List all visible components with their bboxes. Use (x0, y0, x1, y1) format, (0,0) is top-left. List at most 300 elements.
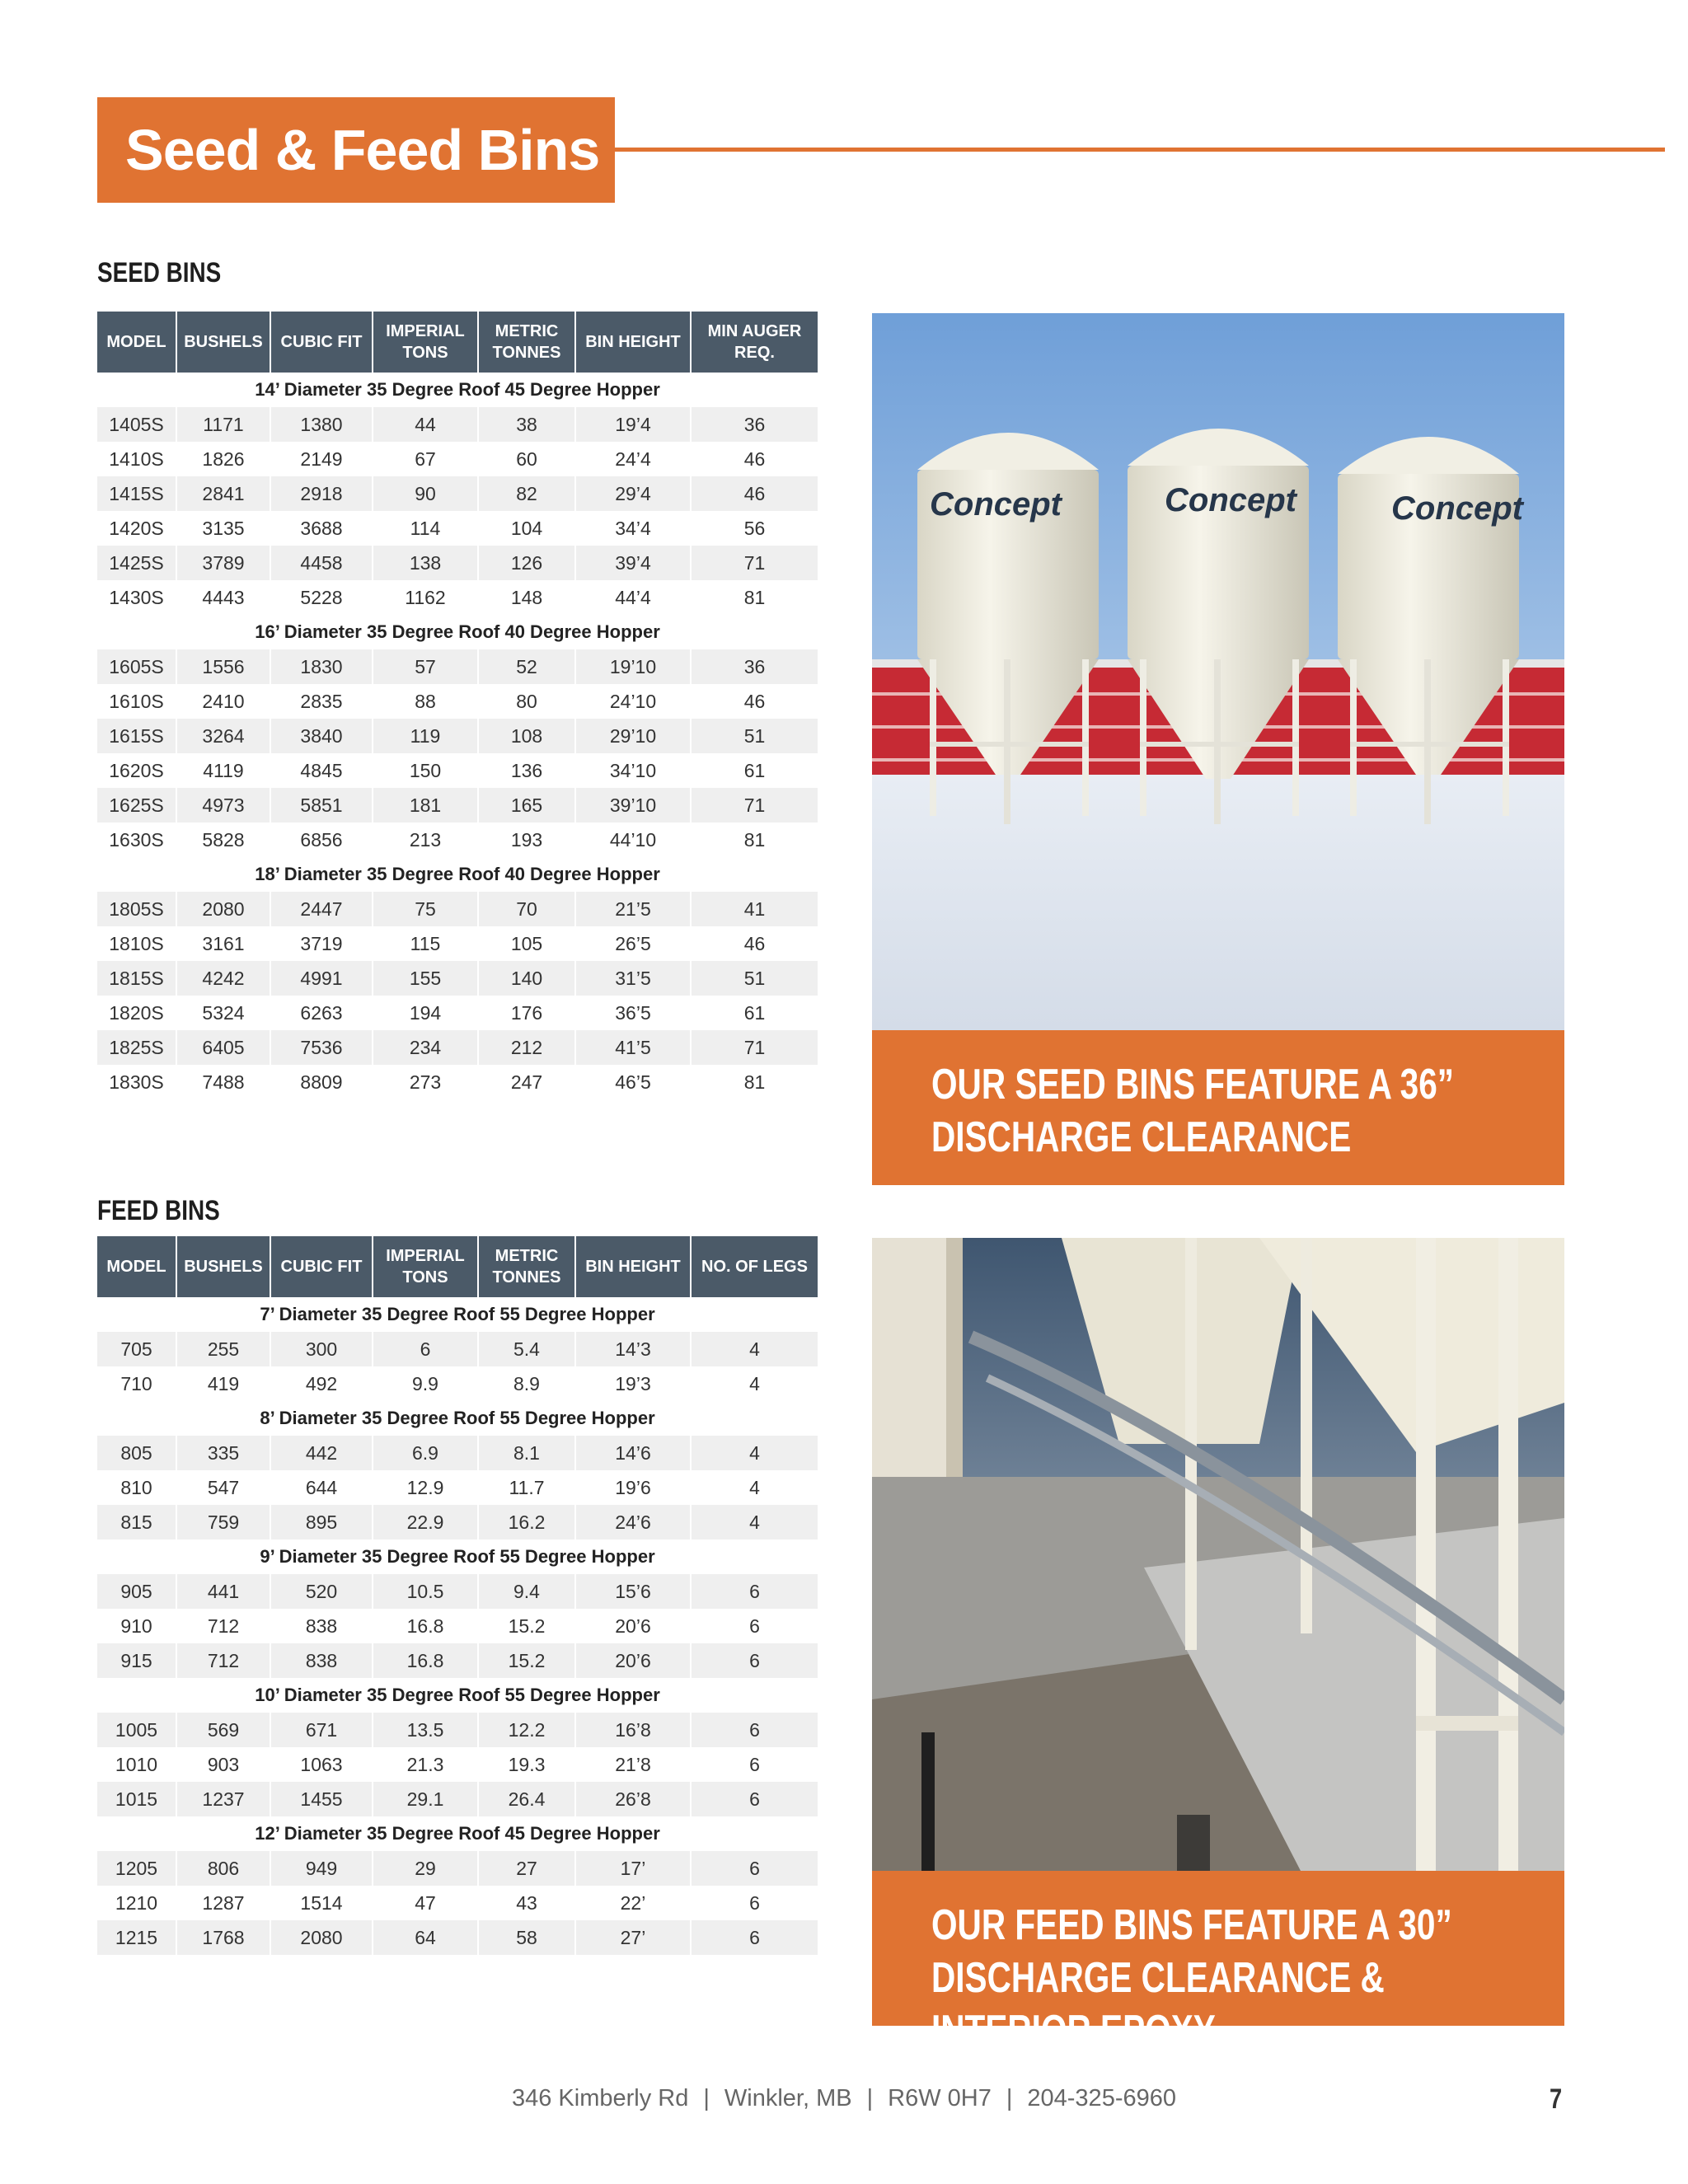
footer-address: 346 Kimberly Rd (511, 2085, 689, 2111)
footer-postal: R6W 0H7 (888, 2085, 992, 2111)
table-cell: 4973 (176, 788, 270, 823)
table-row (97, 1886, 818, 1920)
table-cell: 14’3 (575, 1332, 691, 1366)
table-cell: 213 (373, 823, 478, 857)
table-cell: 7488 (176, 1065, 270, 1099)
table-cell: 1605S (97, 649, 176, 684)
page-title: Seed & Feed Bins (125, 118, 600, 182)
table-cell: 64 (373, 1920, 478, 1955)
seed-bins-caption-box (872, 1030, 1564, 1185)
table-cell: 21’5 (575, 892, 691, 926)
table-cell: 1410S (97, 442, 176, 476)
table-cell: 442 (270, 1436, 373, 1470)
table-cell: 61 (743, 759, 766, 781)
table-row (97, 1851, 818, 1886)
table-cell: 61 (743, 1001, 766, 1024)
table-row (97, 1609, 818, 1643)
table-cell: 1162 (373, 580, 478, 615)
table-cell: 910 (97, 1609, 176, 1643)
table-cell: 71 (691, 788, 818, 823)
column-header: BUSHELS (176, 312, 270, 373)
table-cell: 2835 (270, 684, 373, 719)
table-cell: 16.8 (373, 1609, 478, 1643)
table-cell: 5228 (270, 580, 373, 615)
table-cell: 705 (97, 1332, 176, 1366)
table-cell: 5851 (270, 788, 373, 823)
table-cell: 1430S (97, 580, 176, 615)
table-cell: 1830 (270, 649, 373, 684)
table-cell: 9.4 (478, 1574, 575, 1609)
table-cell: 3789 (176, 546, 270, 580)
table-cell: 2149 (270, 442, 373, 476)
footer-city: Winkler, MB (724, 2085, 852, 2111)
table-cell: 712 (176, 1609, 270, 1643)
table-cell: 547 (176, 1470, 270, 1505)
table-row (97, 892, 818, 926)
column-header: METRIC TONNES (478, 1236, 575, 1297)
table-cell: 3719 (270, 926, 373, 961)
table-cell: 52 (478, 649, 575, 684)
table-cell: 10.5 (373, 1574, 478, 1609)
table-cell: 15’6 (575, 1574, 691, 1609)
table-cell: 126 (478, 546, 575, 580)
table-cell: 3688 (270, 511, 373, 546)
table-cell: 710 (97, 1366, 176, 1401)
table-cell: 1287 (176, 1886, 270, 1920)
table-cell: 255 (176, 1332, 270, 1366)
table-cell: 1825S (97, 1030, 176, 1065)
column-header: MODEL (97, 312, 176, 373)
table-cell: 31’5 (575, 961, 691, 996)
table-row (97, 1436, 818, 1470)
table-cell: 13.5 (373, 1713, 478, 1747)
table-cell: 905 (97, 1574, 176, 1609)
table-cell: 46 (743, 932, 766, 954)
table-cell: 6856 (270, 823, 373, 857)
seed-table-header-row (97, 312, 818, 373)
table-cell: 1415S (97, 476, 176, 511)
table-cell: 57 (373, 649, 478, 684)
table-cell: 51 (691, 961, 818, 996)
table-cell: 46 (743, 448, 766, 470)
table-cell: 8.9 (478, 1366, 575, 1401)
table-cell: 29.1 (373, 1782, 478, 1816)
table-cell: 6 (691, 1713, 818, 1747)
table-cell: 24’6 (575, 1505, 691, 1540)
table-row (97, 1713, 818, 1747)
table-cell: 26’8 (575, 1782, 691, 1816)
column-header: IMPERIAL TONS (373, 1236, 478, 1297)
group-label: 12’ Diameter 35 Degree Roof 45 Degree Hopper (97, 1816, 818, 1851)
table-cell: 6 (749, 1891, 760, 1914)
table-cell: 2080 (270, 1920, 373, 1955)
table-cell: 2841 (176, 476, 270, 511)
table-cell: 181 (373, 788, 478, 823)
table-cell: 165 (478, 788, 575, 823)
table-cell: 1010 (97, 1747, 176, 1782)
table-cell: 915 (97, 1643, 176, 1678)
table-cell: 19’3 (575, 1366, 691, 1401)
table-cell: 7536 (270, 1030, 373, 1065)
table-cell: 16’8 (575, 1713, 691, 1747)
table-cell: 3135 (176, 511, 270, 546)
table-cell: 29’4 (575, 476, 691, 511)
table-cell: 194 (373, 996, 478, 1030)
table-cell: 1425S (97, 546, 176, 580)
table-cell: 24’10 (575, 684, 691, 719)
table-cell: 21’8 (575, 1747, 691, 1782)
table-cell: 4 (749, 1372, 760, 1394)
table-cell: 2918 (270, 476, 373, 511)
table-cell: 80 (478, 684, 575, 719)
table-cell: 39’10 (575, 788, 691, 823)
table-cell: 3161 (176, 926, 270, 961)
table-group-row (97, 1401, 818, 1436)
footer-contact: 346 Kimberly Rd | Winkler, MB | R6W 0H7 | 204-325-6960 (511, 2085, 1176, 2111)
svg-text:Concept: Concept (1391, 490, 1523, 527)
table-cell: 67 (373, 442, 478, 476)
table-row (97, 1643, 818, 1678)
table-cell: 300 (270, 1332, 373, 1366)
table-cell: 138 (373, 546, 478, 580)
table-cell: 20’6 (575, 1643, 691, 1678)
table-cell: 212 (478, 1030, 575, 1065)
table-cell: 1380 (270, 407, 373, 442)
table-cell: 1768 (176, 1920, 270, 1955)
table-row (97, 1332, 818, 1366)
table-cell: 19’6 (575, 1470, 691, 1505)
table-cell: 1015 (97, 1782, 176, 1816)
table-cell: 3840 (270, 719, 373, 753)
table-cell: 105 (478, 926, 575, 961)
table-row (97, 719, 818, 753)
page-number: 7 (1550, 2083, 1563, 2115)
table-cell: 36 (691, 407, 818, 442)
table-cell: 6405 (176, 1030, 270, 1065)
table-cell: 6263 (270, 996, 373, 1030)
table-row (97, 684, 818, 719)
table-cell: 4119 (176, 753, 270, 788)
table-cell: 759 (176, 1505, 270, 1540)
table-cell: 4 (691, 1332, 818, 1366)
table-group-row (97, 1297, 818, 1332)
group-label: 14’ Diameter 35 Degree Roof 45 Degree Hopper (97, 373, 818, 407)
table-cell: 1005 (97, 1713, 176, 1747)
table-row (97, 823, 818, 857)
table-cell: 949 (270, 1851, 373, 1886)
table-group-row (97, 857, 818, 892)
table-cell: 17’ (575, 1851, 691, 1886)
table-cell: 815 (97, 1505, 176, 1540)
column-header: BIN HEIGHT (575, 1236, 691, 1297)
table-cell: 1620S (97, 753, 176, 788)
table-cell: 36 (691, 649, 818, 684)
table-row (97, 1030, 818, 1065)
table-cell: 4458 (270, 546, 373, 580)
table-cell: 2410 (176, 684, 270, 719)
table-cell: 1171 (176, 407, 270, 442)
table-cell: 1215 (97, 1920, 176, 1955)
table-cell: 82 (478, 476, 575, 511)
table-cell: 16.8 (373, 1643, 478, 1678)
table-cell: 5.4 (478, 1332, 575, 1366)
table-cell: 5828 (176, 823, 270, 857)
table-row (97, 407, 818, 442)
table-row (97, 442, 818, 476)
table-cell: 805 (97, 1436, 176, 1470)
column-header: MODEL (97, 1236, 176, 1297)
table-cell: 1826 (176, 442, 270, 476)
table-cell: 1630S (97, 823, 176, 857)
table-cell: 6 (749, 1615, 760, 1637)
table-cell: 41 (691, 892, 818, 926)
table-cell: 6 (691, 1643, 818, 1678)
table-row (97, 996, 818, 1030)
table-cell: 36’5 (575, 996, 691, 1030)
table-cell: 1805S (97, 892, 176, 926)
table-cell: 46 (691, 476, 818, 511)
table-cell: 9.9 (373, 1366, 478, 1401)
table-cell: 44’10 (575, 823, 691, 857)
table-row (97, 1505, 818, 1540)
table-cell: 46 (743, 690, 766, 712)
table-cell: 273 (373, 1065, 478, 1099)
table-cell: 1205 (97, 1851, 176, 1886)
table-cell: 148 (478, 580, 575, 615)
svg-text:Concept: Concept (930, 486, 1062, 523)
table-cell: 34’4 (575, 511, 691, 546)
table-row (97, 1747, 818, 1782)
column-header: METRIC TONNES (478, 312, 575, 373)
table-cell: 1815S (97, 961, 176, 996)
feed-table-header-row (97, 1236, 818, 1297)
column-header: IMPERIAL TONS (373, 312, 478, 373)
table-cell: 70 (478, 892, 575, 926)
table-cell: 44’4 (575, 580, 691, 615)
table-cell: 8809 (270, 1065, 373, 1099)
table-cell: 38 (478, 407, 575, 442)
table-cell: 26’5 (575, 926, 691, 961)
table-row (97, 476, 818, 511)
table-cell: 39’4 (575, 546, 691, 580)
table-cell: 1237 (176, 1782, 270, 1816)
table-cell: 806 (176, 1851, 270, 1886)
table-cell: 176 (478, 996, 575, 1030)
table-cell: 903 (176, 1747, 270, 1782)
table-cell: 114 (373, 511, 478, 546)
table-cell: 1405S (97, 407, 176, 442)
table-cell: 1063 (270, 1747, 373, 1782)
table-cell: 140 (478, 961, 575, 996)
group-label: 16’ Diameter 35 Degree Roof 40 Degree Hopper (97, 615, 818, 649)
table-cell: 1514 (270, 1886, 373, 1920)
table-cell: 520 (270, 1574, 373, 1609)
table-cell: 108 (478, 719, 575, 753)
table-cell: 492 (270, 1366, 373, 1401)
table-cell: 15.2 (478, 1609, 575, 1643)
column-header: CUBIC FIT (270, 1236, 373, 1297)
table-cell: 1610S (97, 684, 176, 719)
table-cell: 6 (691, 1920, 818, 1955)
group-label: 7’ Diameter 35 Degree Roof 55 Degree Hopper (97, 1297, 818, 1332)
table-cell: 81 (743, 1071, 766, 1093)
table-cell: 150 (373, 753, 478, 788)
table-cell: 104 (478, 511, 575, 546)
table-cell: 29’10 (575, 719, 691, 753)
table-cell: 34’10 (575, 753, 691, 788)
table-cell: 46’5 (575, 1065, 691, 1099)
table-cell: 1210 (97, 1886, 176, 1920)
table-row (97, 1470, 818, 1505)
table-cell: 6 (691, 1782, 818, 1816)
table-cell: 22’ (575, 1886, 691, 1920)
table-cell: 26.4 (478, 1782, 575, 1816)
table-cell: 155 (373, 961, 478, 996)
group-label: 8’ Diameter 35 Degree Roof 55 Degree Hopper (97, 1401, 818, 1436)
table-cell: 6 (373, 1332, 478, 1366)
table-cell: 44 (373, 407, 478, 442)
table-row (97, 546, 818, 580)
table-cell: 43 (478, 1886, 575, 1920)
table-cell: 1420S (97, 511, 176, 546)
table-cell: 4 (749, 1476, 760, 1498)
table-cell: 234 (373, 1030, 478, 1065)
table-cell: 115 (373, 926, 478, 961)
table-cell: 136 (478, 753, 575, 788)
table-cell: 1820S (97, 996, 176, 1030)
table-row (97, 1574, 818, 1609)
table-group-row (97, 373, 818, 407)
table-cell: 1810S (97, 926, 176, 961)
table-cell: 671 (270, 1713, 373, 1747)
table-cell: 1556 (176, 649, 270, 684)
group-label: 9’ Diameter 35 Degree Roof 55 Degree Hopper (97, 1540, 818, 1574)
table-cell: 4443 (176, 580, 270, 615)
table-cell: 2447 (270, 892, 373, 926)
table-cell: 5324 (176, 996, 270, 1030)
table-cell: 712 (176, 1643, 270, 1678)
table-cell: 58 (478, 1920, 575, 1955)
table-cell: 19.3 (478, 1747, 575, 1782)
table-cell: 81 (743, 828, 766, 851)
svg-text:Concept: Concept (1165, 482, 1296, 518)
table-cell: 14’6 (575, 1436, 691, 1470)
feed-bins-heading: FEED BINS (97, 1195, 220, 1226)
table-cell: 441 (176, 1574, 270, 1609)
table-cell: 15.2 (478, 1643, 575, 1678)
table-row (97, 580, 818, 615)
table-cell: 895 (270, 1505, 373, 1540)
seed-bins-photo (872, 313, 1564, 1030)
feed-bins-table (97, 1236, 818, 1955)
table-group-row (97, 1816, 818, 1851)
column-header: CUBIC FIT (270, 312, 373, 373)
column-header: MIN AUGER REQ. (691, 312, 818, 373)
column-header: BUSHELS (176, 1236, 270, 1297)
table-row (97, 788, 818, 823)
table-cell: 60 (478, 442, 575, 476)
group-label: 18’ Diameter 35 Degree Roof 40 Degree Hopper (97, 857, 818, 892)
table-cell: 81 (743, 586, 766, 608)
table-cell: 19’10 (575, 649, 691, 684)
table-cell: 419 (176, 1366, 270, 1401)
table-group-row (97, 1678, 818, 1713)
table-cell: 90 (373, 476, 478, 511)
seed-bins-heading: SEED BINS (97, 257, 222, 288)
feed-bins-caption: OUR FEED BINS FEATURE A 30” DISCHARGE CLEARANCE & INTERIOR EPOXY (931, 1901, 1452, 2055)
table-cell: 838 (270, 1609, 373, 1643)
table-cell: 8.1 (478, 1436, 575, 1470)
table-row (97, 511, 818, 546)
table-cell: 56 (743, 517, 766, 539)
table-cell: 47 (373, 1886, 478, 1920)
group-label: 10’ Diameter 35 Degree Roof 55 Degree Hopper (97, 1678, 818, 1713)
column-header: NO. OF LEGS (691, 1236, 818, 1297)
table-cell: 6 (691, 1574, 818, 1609)
table-row (97, 1920, 818, 1955)
table-cell: 29 (373, 1851, 478, 1886)
table-cell: 27’ (575, 1920, 691, 1955)
table-cell: 569 (176, 1713, 270, 1747)
table-cell: 4 (691, 1436, 818, 1470)
table-cell: 4242 (176, 961, 270, 996)
footer-phone: 204-325-6960 (1027, 2085, 1176, 2111)
table-row (97, 961, 818, 996)
table-cell: 810 (97, 1470, 176, 1505)
table-cell: 20’6 (575, 1609, 691, 1643)
table-cell: 2080 (176, 892, 270, 926)
page-title-banner (97, 97, 615, 203)
feed-bins-caption-box (872, 1871, 1564, 2055)
table-cell: 119 (373, 719, 478, 753)
seed-bins-caption: OUR SEED BINS FEATURE A 36” DISCHARGE CLEARANCE (931, 1061, 1455, 1161)
table-row (97, 1065, 818, 1099)
table-cell: 1625S (97, 788, 176, 823)
table-cell: 19’4 (575, 407, 691, 442)
table-cell: 22.9 (373, 1505, 478, 1540)
table-cell: 6.9 (373, 1436, 478, 1470)
table-cell: 644 (270, 1470, 373, 1505)
table-cell: 6 (749, 1753, 760, 1775)
table-row (97, 753, 818, 788)
table-row (97, 1782, 818, 1816)
feed-bins-photo (872, 1238, 1564, 1871)
table-cell: 51 (691, 719, 818, 753)
table-cell: 27 (478, 1851, 575, 1886)
table-cell: 3264 (176, 719, 270, 753)
table-cell: 1830S (97, 1065, 176, 1099)
column-header: BIN HEIGHT (575, 312, 691, 373)
table-row (97, 649, 818, 684)
table-cell: 4991 (270, 961, 373, 996)
title-divider (615, 148, 1665, 152)
table-cell: 193 (478, 823, 575, 857)
table-cell: 12.9 (373, 1470, 478, 1505)
table-cell: 24’4 (575, 442, 691, 476)
seed-bins-table (97, 312, 818, 1099)
table-cell: 41’5 (575, 1030, 691, 1065)
table-cell: 247 (478, 1065, 575, 1099)
table-cell: 1615S (97, 719, 176, 753)
table-cell: 838 (270, 1643, 373, 1678)
table-cell: 88 (373, 684, 478, 719)
table-cell: 335 (176, 1436, 270, 1470)
table-cell: 11.7 (478, 1470, 575, 1505)
table-cell: 21.3 (373, 1747, 478, 1782)
table-group-row (97, 615, 818, 649)
table-cell: 1455 (270, 1782, 373, 1816)
table-cell: 71 (691, 1030, 818, 1065)
